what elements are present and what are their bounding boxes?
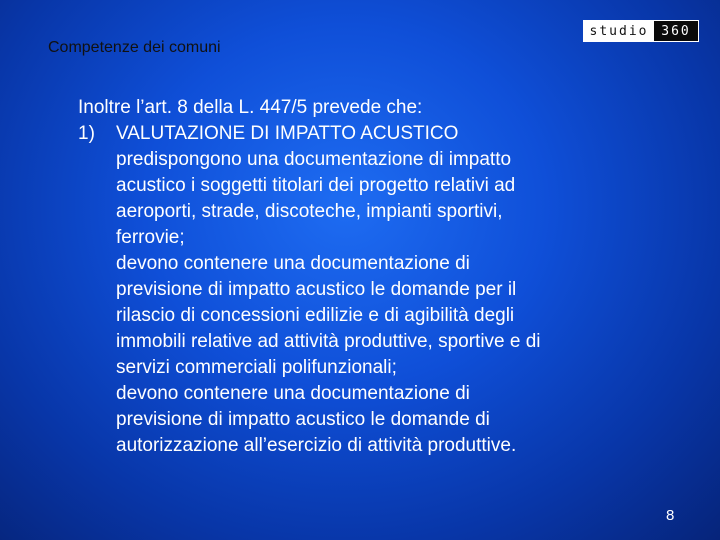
studio-360-logo <box>583 20 699 42</box>
list-item-line: autorizzazione all’esercizio di attività produttive. <box>116 435 517 456</box>
list-item-line: aeroporti, strade, discoteche, impianti sportivi, <box>116 201 503 222</box>
page-number: 8 <box>666 507 675 524</box>
list-item-line: rilascio di concessioni edilizie e di agibilità degli <box>116 305 515 326</box>
section-title: Competenze dei comuni <box>48 39 221 56</box>
list-item-line: ferrovie; <box>116 227 185 248</box>
list-item-line: immobili relative ad attività produttive, sportive e di <box>116 331 541 352</box>
list-item-line: devono contenere una documentazione di <box>116 383 470 404</box>
list-item-heading: VALUTAZIONE DI IMPATTO ACUSTICO <box>116 123 459 144</box>
list-item-line: acustico i soggetti titolari dei progetto relativi ad <box>116 175 516 196</box>
list-item-line: servizi commerciali polifunzionali; <box>116 357 397 378</box>
slide-body <box>78 95 678 459</box>
list-item-number: 1) <box>78 123 95 144</box>
logo-360-text: 360 <box>654 21 698 41</box>
intro-text: Inoltre l’art. 8 della L. 447/5 prevede che: <box>78 97 423 118</box>
list-item-line: predispongono una documentazione di impatto <box>116 149 512 170</box>
logo-studio-text: studio <box>584 21 654 41</box>
list-item <box>78 121 678 459</box>
list-item-line: previsione di impatto acustico le domande di <box>116 409 490 430</box>
list-item-line: previsione di impatto acustico le domande per il <box>116 279 517 300</box>
list-item-body <box>116 121 678 459</box>
list-item-line: devono contenere una documentazione di <box>116 253 470 274</box>
